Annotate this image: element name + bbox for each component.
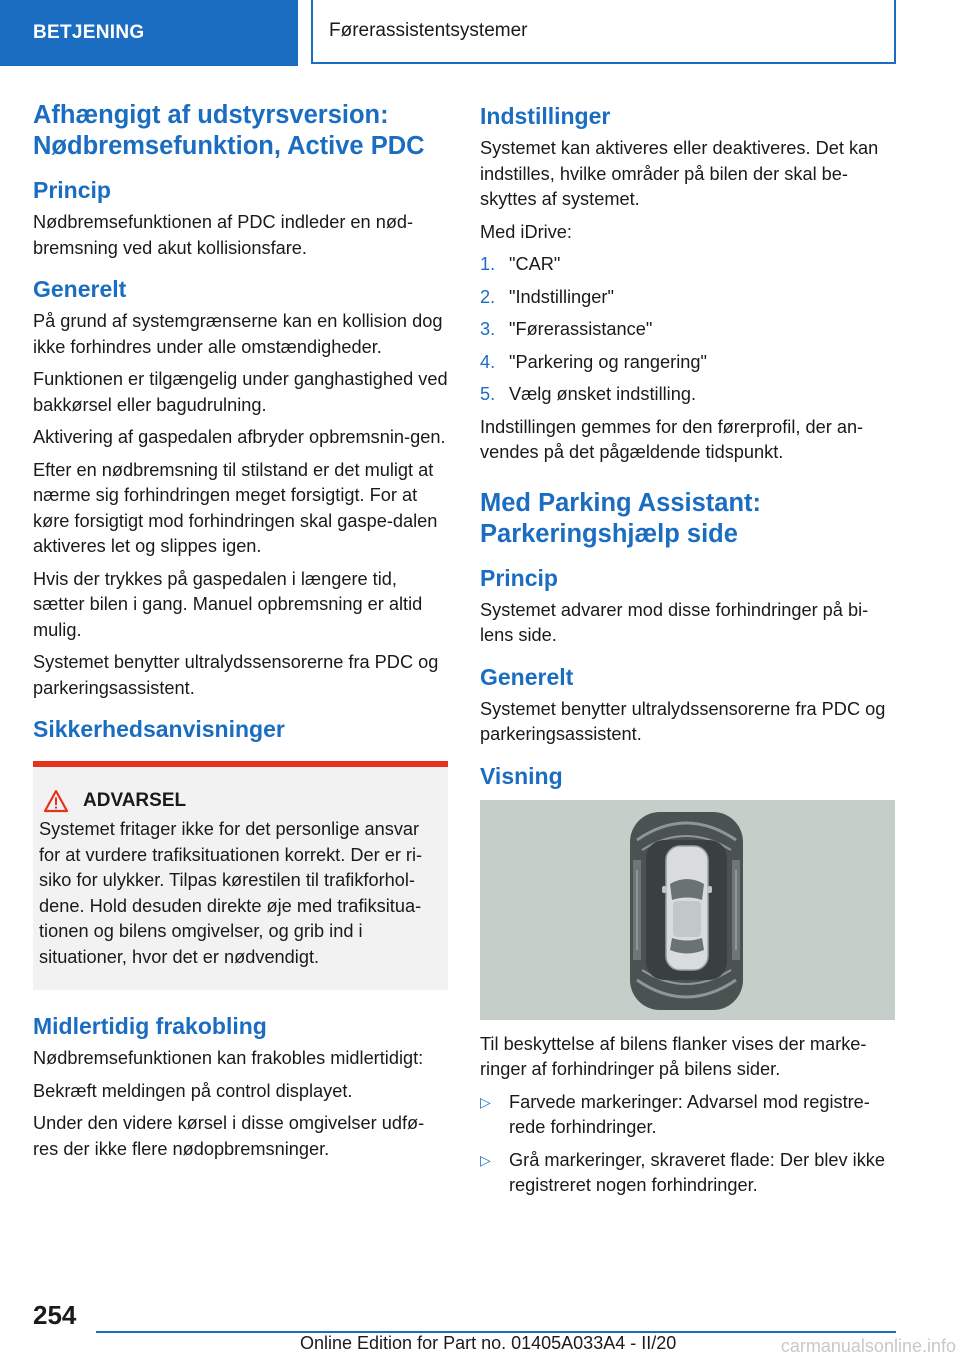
left-column xyxy=(33,100,448,1169)
safety-heading: Sikkerhedsanvisninger xyxy=(33,716,285,742)
visning-text: Til beskyttelse af bilens flanker vises der marke-ringer af forhindringer på bilens sider. xyxy=(480,1033,867,1079)
temp-paragraph: Bekræft meldingen på control displayet. xyxy=(33,1080,353,1101)
right-column xyxy=(480,100,895,1206)
temp-heading: Midlertidig frakobling xyxy=(33,1013,267,1039)
list-item xyxy=(480,382,895,408)
bullet-triangle-icon: ▷ xyxy=(480,1093,491,1110)
warning-text: Systemet fritager ikke for det personlige ansvar for at vurdere trafiksituationen korrekt. Der er ri-siko for ulykker. Tilpas kørestilen til trafikforhol-dene. Hold desuden direkte øje med trafiksitua-tionen og bilens omgivelser, og grib ind i situationer, hvor det er nødvendigt. xyxy=(39,819,423,967)
page-number: 254 xyxy=(33,1300,77,1330)
list-item xyxy=(480,285,895,311)
list-item xyxy=(480,1148,895,1199)
generelt-paragraph: På grund af systemgrænserne kan en kollision dog ikke forhindres under alle omstændigheder. xyxy=(33,311,443,357)
generelt-paragraph: Systemet benytter ultralydssensorerne fra PDC og parkeringsassistent. xyxy=(33,652,439,698)
edition-text: Online Edition for Part no. 01405A033A4 - II/20 xyxy=(300,1333,677,1353)
section-tab xyxy=(0,0,298,66)
list-item xyxy=(480,252,895,278)
generelt-paragraph: Funktionen er tilgængelig under ganghastighed ved bakkørsel eller bagudrulning. xyxy=(33,369,448,415)
bullet-text: Grå markeringer, skraveret flade: Der blev ikke registreret nogen forhindringer. xyxy=(509,1149,886,1195)
visning-heading: Visning xyxy=(480,762,563,789)
step-number: 2. xyxy=(480,286,496,307)
step-number: 5. xyxy=(480,384,496,404)
bullet-triangle-icon: ▷ xyxy=(480,1151,491,1168)
marking-list xyxy=(480,1090,895,1199)
warning-header xyxy=(39,789,440,813)
idrive-label: Med iDrive: xyxy=(480,221,572,242)
watermark: carmanualsonline.info xyxy=(780,1336,956,1356)
chapter-label: Førerassistentsystemer xyxy=(329,20,528,41)
step-text: "CAR" xyxy=(509,254,561,274)
list-item xyxy=(480,350,895,376)
list-item xyxy=(480,1090,895,1141)
generelt-heading: Generelt xyxy=(33,276,127,302)
temp-paragraph: Under den videre kørsel i disse omgivelser udfø-res der ikke flere nødopbremsninger. xyxy=(33,1113,425,1159)
step-number: 1. xyxy=(480,254,496,274)
princip-heading: Princip xyxy=(33,177,111,203)
step-text: "Indstillinger" xyxy=(509,286,614,307)
list-item xyxy=(480,317,895,343)
pa-princip-text: Systemet advarer mod disse forhindringer på bi-lens side. xyxy=(480,599,869,645)
temp-paragraph: Nødbremsefunktionen kan frakobles midlertidigt: xyxy=(33,1048,424,1068)
warning-box xyxy=(33,761,448,990)
generelt-paragraph: Aktivering af gaspedalen afbryder opbremsnin-gen. xyxy=(33,427,446,447)
settings-note: Indstillingen gemmes for den førerprofil, der an-vendes på det pågældende tidspunkt. xyxy=(480,416,864,462)
chapter-tab xyxy=(311,0,896,64)
pa-princip-heading: Princip xyxy=(480,564,558,591)
section-label: BETJENING xyxy=(33,22,145,43)
step-number: 3. xyxy=(480,319,496,339)
step-number: 4. xyxy=(480,351,496,372)
step-text: "Førerassistance" xyxy=(509,319,653,339)
warning-triangle-icon xyxy=(43,789,69,813)
pa-generelt-heading: Generelt xyxy=(480,663,574,690)
bullet-text: Farvede markeringer: Advarsel mod registre-rede forhindringer. xyxy=(509,1091,870,1137)
settings-text: Systemet kan aktiveres eller deaktiveres. Det kan indstilles, hvilke områder på bilen der skal be-skyttes af systemet. xyxy=(480,138,879,209)
step-text: "Parkering og rangering" xyxy=(509,351,707,372)
generelt-paragraph: Efter en nødbremsning til stilstand er det muligt at nærme sig forhindringen meget forsigtigt. For at køre forsigtigt mod forhindringen skal gaspe-dalen aktiveres let og slippes igen. xyxy=(33,459,438,556)
settings-heading: Indstillinger xyxy=(480,103,611,129)
idrive-steps xyxy=(480,252,895,408)
parking-assistant-title: Med Parking Assistant: Parkeringshjælp side xyxy=(480,488,762,548)
warning-title: ADVARSEL xyxy=(83,790,187,811)
section-title: Afhængigt af udstyrsversion: Nødbremsefunktion, Active PDC xyxy=(33,101,425,160)
step-text: Vælg ønsket indstilling. xyxy=(509,384,697,404)
princip-text: Nødbremsefunktionen af PDC indleder en nød-bremsning ved akut kollisionsfare. xyxy=(33,212,414,258)
parking-display-illustration xyxy=(480,800,895,1020)
generelt-paragraph: Hvis der trykkes på gaspedalen i længere tid, sætter bilen i gang. Manuel opbremsning er altid mulig. xyxy=(33,568,423,640)
pa-generelt-text: Systemet benytter ultralydssensorerne fra PDC og parkeringsassistent. xyxy=(480,698,886,744)
